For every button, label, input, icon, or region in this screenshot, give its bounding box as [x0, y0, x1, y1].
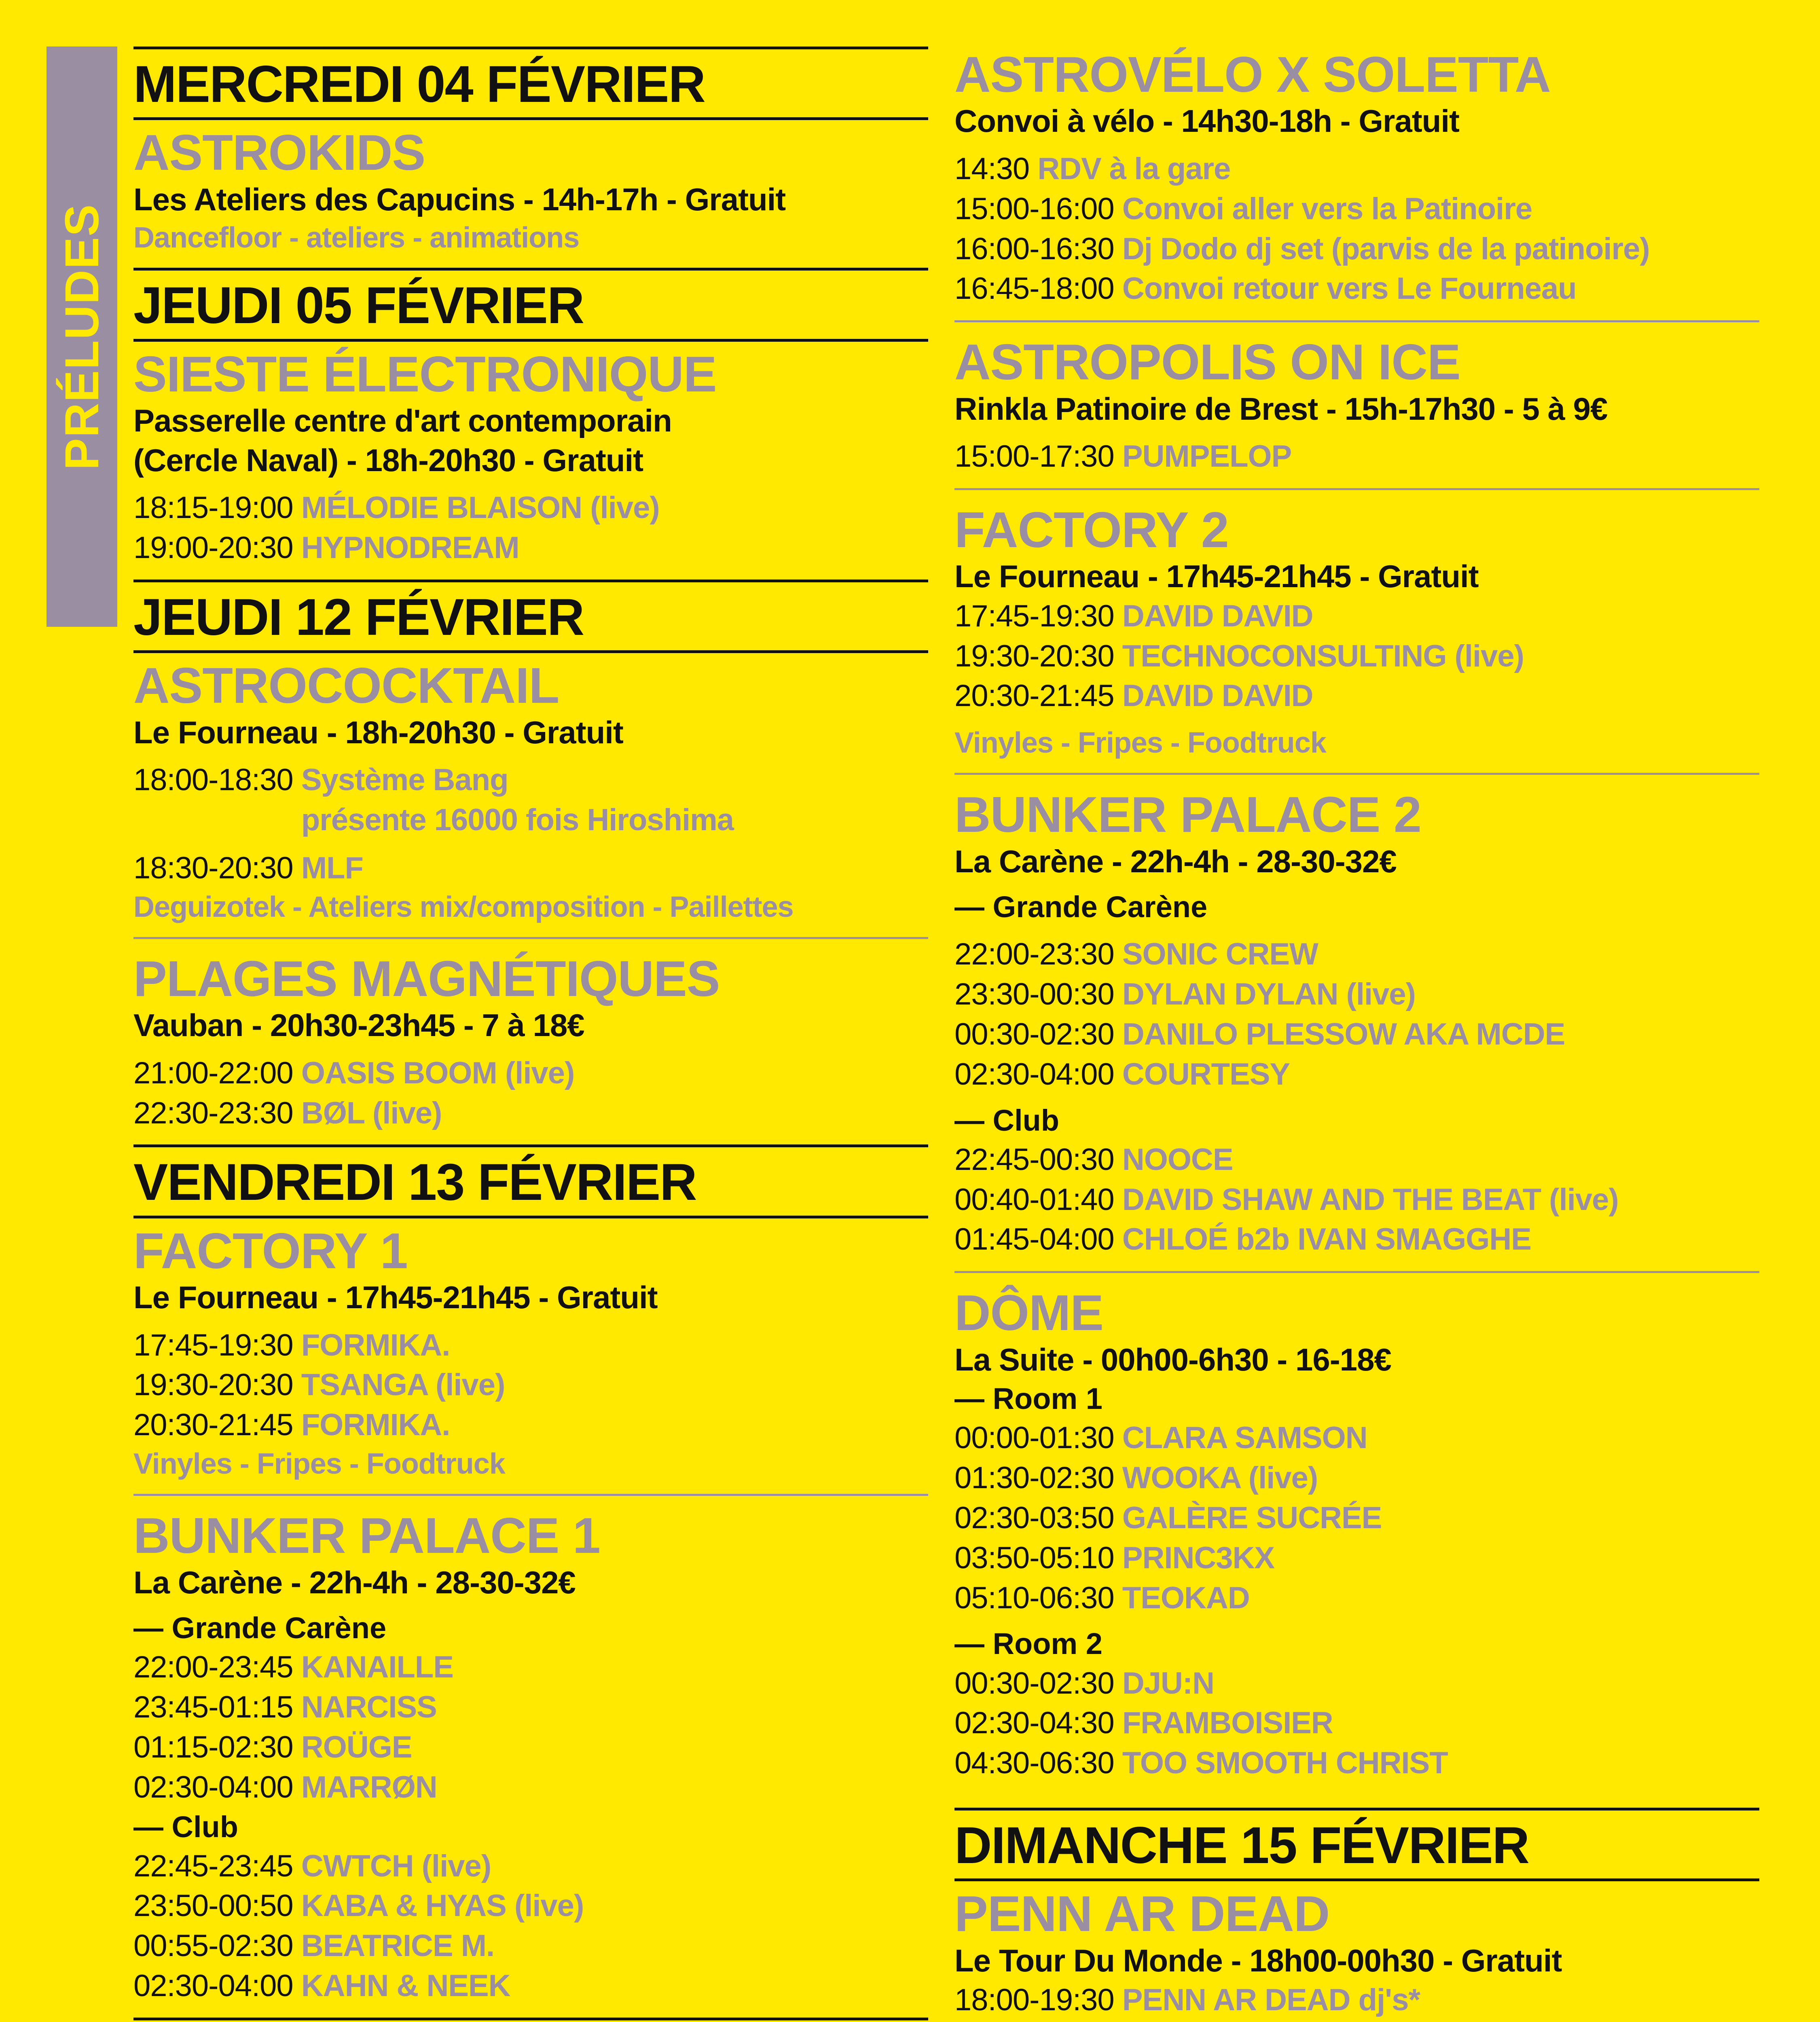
lineup-slot: 16:45-18:00 Convoi retour vers Le Fourneau: [954, 271, 1577, 306]
lineup-slot: 00:40-01:40 DAVID SHAW AND THE BEAT (live): [954, 1182, 1619, 1217]
lineup-slot: 02:30-04:00 KAHN & NEEK: [133, 1969, 510, 2003]
room-label: — Grande Carène: [133, 1611, 387, 1645]
lineup-slot: 22:00-23:30 SONIC CREW: [954, 937, 1318, 972]
event-plages: [133, 946, 928, 1138]
event-desc: Dancefloor - ateliers - animations: [133, 222, 580, 254]
lineup-slot: 22:45-00:30 NOOCE: [954, 1142, 1233, 1177]
event-title: FACTORY 2: [954, 502, 1229, 558]
room-label: — Club: [133, 1810, 238, 1844]
event-info: Rinkla Patinoire de Brest - 15h-17h30 - 5 à 9€: [954, 391, 1608, 427]
event-title: DÔME: [954, 1285, 1103, 1341]
event-info: La Carène - 22h-4h - 28-30-32€: [954, 843, 1397, 879]
lineup-slot: 00:30-02:30 DJU:N: [954, 1666, 1215, 1701]
event-desc: Vinyles - Fripes - Foodtruck: [954, 727, 1326, 759]
event-info: Le Tour Du Monde - 18h00-00h30 - Gratuit: [954, 1942, 1562, 1978]
event-info: Convoi à vélo - 14h30-18h - Gratuit: [954, 103, 1459, 139]
lineup-slot: 02:30-04:30 FRAMBOISIER: [954, 1706, 1333, 1741]
lineup-slot: 00:00-01:30 CLARA SAMSON: [954, 1421, 1367, 1455]
divider: [133, 1494, 928, 1496]
left-column: [133, 47, 928, 2022]
lineup-slot: 23:30-00:30 DYLAN DYLAN (live): [954, 977, 1416, 1012]
event-title: SIESTE ÉLECTRONIQUE: [133, 346, 717, 402]
lineup-slot: 18:00-19:30 PENN AR DEAD dj's*: [954, 1983, 1420, 2018]
lineup-slot: 19:00-20:30 HYPNODREAM: [133, 531, 519, 565]
lineup-slot: 01:15-02:30 ROÜGE: [133, 1730, 412, 1764]
lineup-slot: 18:15-19:00 MÉLODIE BLAISON (live): [133, 491, 660, 525]
lineup-slot: 15:00-16:00 Convoi aller vers la Patinoire: [954, 191, 1532, 226]
lineup-slot: 04:30-06:30 TOO SMOOTH CHRIST: [954, 1746, 1448, 1781]
lineup-slot: 23:50-00:50 KABA & HYAS (live): [133, 1889, 584, 1923]
lineup-slot: 02:30-03:50 GALÈRE SUCRÉE: [954, 1500, 1382, 1535]
event-info: Le Fourneau - 17h45-21h45 - Gratuit: [133, 1280, 658, 1316]
day-heading: MERCREDI 04 FÉVRIER: [133, 47, 928, 120]
event-factory-1: [133, 1218, 928, 1487]
lineup-slot: 22:30-23:30 BØL (live): [133, 1096, 442, 1130]
day-heading: VENDREDI 13 FÉVRIER: [133, 1144, 928, 1218]
lineup-slot: 14:30 RDV à la gare: [954, 151, 1231, 186]
event-title: ASTROPOLIS ON ICE: [954, 334, 1460, 391]
event-title: PENN AR DEAD: [954, 1886, 1330, 1942]
lineup-slot: 22:45-23:45 CWTCH (live): [133, 1849, 491, 1883]
event-dome: [954, 1280, 1759, 1787]
event-title: ASTROCOCKTAIL: [133, 658, 559, 714]
lineup-slot: 20:30-21:45 DAVID DAVID: [954, 679, 1313, 713]
event-bunker-palace-1: [133, 1503, 928, 2010]
event-astrokids: [133, 120, 928, 260]
lineup-slot: 01:45-04:00 CHLOÉ b2b IVAN SMAGGHE: [954, 1222, 1531, 1257]
day-heading: JEUDI 05 FÉVRIER: [133, 268, 928, 341]
divider: [133, 937, 928, 939]
event-info: Le Fourneau - 18h-20h30 - Gratuit: [133, 714, 623, 750]
lineup-slot: 02:30-04:00 MARRØN: [133, 1770, 437, 1804]
room-label: — Club: [954, 1103, 1059, 1137]
lineup-slot: 05:10-06:30 TEOKAD: [954, 1580, 1250, 1615]
event-bunker-palace-2: [954, 782, 1759, 1264]
lineup-slot: 01:30-02:30 WOOKA (live): [954, 1461, 1318, 1495]
divider: [954, 773, 1759, 775]
event-info: Vauban - 20h30-23h45 - 7 à 18€: [133, 1007, 584, 1043]
room-label: — Room 2: [954, 1627, 1103, 1661]
day-heading: JEUDI 12 FÉVRIER: [133, 580, 928, 653]
event-sieste: [133, 342, 928, 572]
lineup-slot: 17:45-19:30 FORMIKA.: [133, 1328, 450, 1362]
event-astropolis-on-ice: [954, 330, 1759, 481]
lineup-slot: 02:30-04:00 COURTESY: [954, 1057, 1290, 1091]
event-penn-ar-dead: [954, 1881, 1759, 2022]
lineup-slot: 20:30-21:45 FORMIKA.: [133, 1408, 450, 1442]
preludes-label: PRÉLUDES: [55, 203, 109, 470]
lineup-slot: 23:45-01:15 NARCISS: [133, 1690, 437, 1725]
right-column: [954, 49, 1759, 2022]
event-info: Passerelle centre d'art contemporain (Cercle Naval) - 18h-20h30 - Gratuit: [133, 403, 672, 478]
lineup-slot: 00:30-02:30 DANILO PLESSOW AKA MCDE: [954, 1017, 1565, 1052]
lineup-slot: [954, 2020, 1759, 2022]
event-desc: Vinyles - Fripes - Foodtruck: [133, 1448, 505, 1481]
day-heading: [133, 2018, 928, 2022]
event-desc: Deguizotek - Ateliers mix/composition - Paillettes: [133, 890, 794, 923]
event-title: FACTORY 1: [133, 1223, 408, 1279]
event-title: BUNKER PALACE 1: [133, 1508, 600, 1564]
lineup-slot: 18:00-18:30 Système Bang présente 16000 fois Hiroshima: [133, 763, 734, 838]
event-astrovelo: [954, 49, 1759, 313]
divider: [954, 1271, 1759, 1273]
event-title: BUNKER PALACE 2: [954, 787, 1421, 843]
lineup-slot: 18:30-20:30 MLF: [133, 850, 363, 885]
event-info: Le Fourneau - 17h45-21h45 - Gratuit: [954, 558, 1479, 594]
lineup-slot: 17:45-19:30 DAVID DAVID: [954, 599, 1313, 633]
lineup-slot: 19:30-20:30 TECHNOCONSULTING (live): [954, 639, 1524, 673]
lineup-slot: 16:00-16:30 Dj Dodo dj set (parvis de la patinoire): [954, 231, 1650, 266]
lineup-slot: 21:00-22:00 OASIS BOOM (live): [133, 1055, 575, 1090]
lineup-slot: 03:50-05:10 PRINC3KX: [954, 1540, 1275, 1575]
event-info: La Suite - 00h00-6h30 - 16-18€: [954, 1341, 1391, 1377]
event-info: Les Ateliers des Capucins - 14h-17h - Gratuit: [133, 181, 786, 217]
day-heading: DIMANCHE 15 FÉVRIER: [954, 1808, 1759, 1881]
event-factory-2: [954, 497, 1759, 766]
divider: [954, 488, 1759, 490]
event-title: PLAGES MAGNÉTIQUES: [133, 951, 720, 1007]
preludes-tab: [47, 47, 117, 627]
event-astrococktail: [133, 653, 928, 929]
room-label: — Room 1: [954, 1382, 1103, 1416]
event-title: ASTROKIDS: [133, 125, 425, 181]
room-label: — Grande Carène: [954, 890, 1208, 924]
lineup-slot: 00:55-02:30 BEATRICE M.: [133, 1929, 495, 1963]
event-title: ASTROVÉLO X SOLETTA: [954, 47, 1551, 103]
lineup-slot: 19:30-20:30 TSANGA (live): [133, 1368, 505, 1402]
lineup-slot: 22:00-23:45 KANAILLE: [133, 1650, 454, 1685]
divider: [954, 320, 1759, 322]
event-info: La Carène - 22h-4h - 28-30-32€: [133, 1564, 576, 1600]
lineup-slot: 15:00-17:30 PUMPELOP: [954, 439, 1292, 474]
